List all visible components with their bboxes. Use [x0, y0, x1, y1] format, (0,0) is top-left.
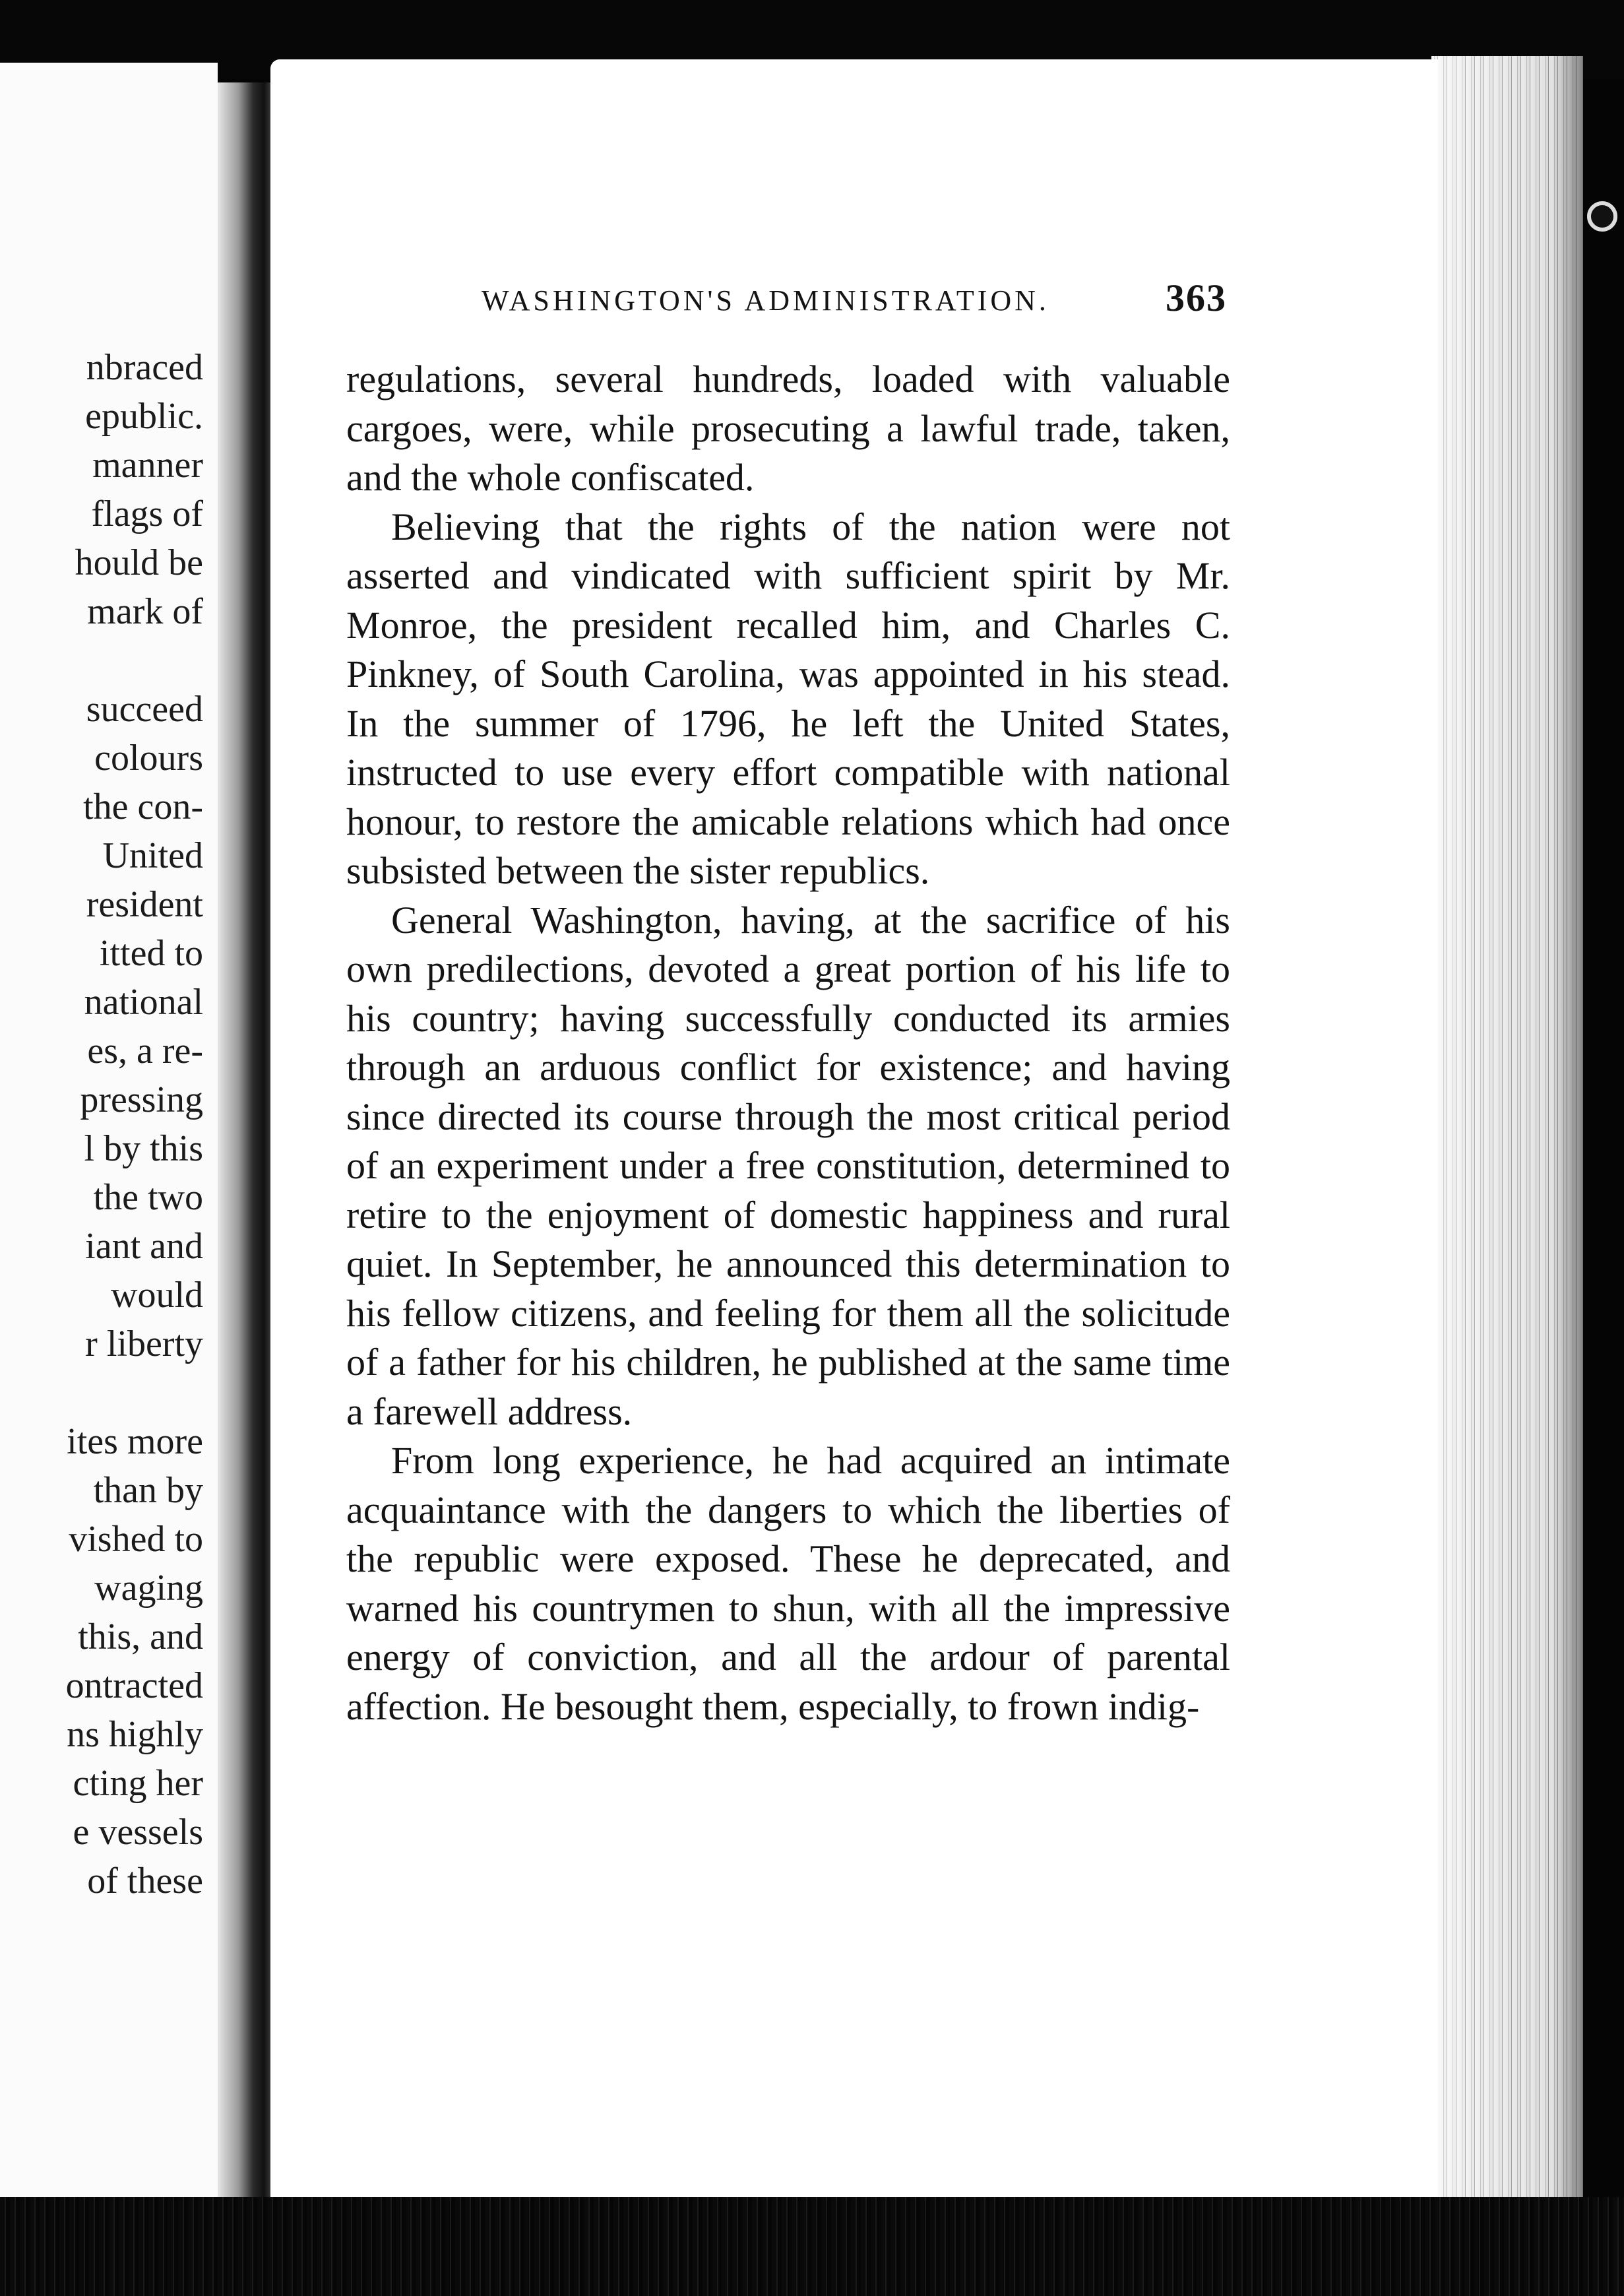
paragraph: General Washington, having, at the sacrifice of his own predilections, devoted a great portion of his life to his country; having successfully conducted its armies through an arduous conflict for existence; and having since directed its course through the most critical period of an experiment under a free constitution, determined to retire to the enjoyment of domestic happiness and rural quiet. In September, he announced this determination to his fellow citizens, and feeling for them all the solicitude of a father for his children, he published at the same time a farewell address.: [346, 898, 1230, 1433]
previous-page-line: the con-: [83, 786, 203, 827]
previous-page-line: ns highly: [67, 1714, 203, 1755]
paragraph: From long experience, he had acquired an intimate acquaintance with the dangers to which the liberties of the republic were exposed. These he deprecated, and warned his countrymen to shun, with all the impressive energy of conviction, and all the ardour of parental affection. He besought them, especially, to frown indig-: [346, 1439, 1230, 1728]
previous-page-line: itted to: [99, 933, 203, 974]
previous-page-line: of these: [87, 1861, 203, 1901]
previous-page-line: r liberty: [85, 1323, 203, 1364]
previous-page-line: cting her: [73, 1763, 203, 1804]
previous-page-line: vished to: [69, 1519, 203, 1560]
scan-registration-mark-icon: [1587, 201, 1617, 232]
previous-page-line: the two: [93, 1177, 203, 1218]
previous-page-line: flags of: [91, 494, 203, 534]
book-gutter: [218, 82, 277, 2204]
previous-page-line: l by this: [84, 1128, 203, 1169]
previous-page-line: succeed: [86, 689, 203, 730]
previous-page-line: national: [84, 982, 203, 1023]
previous-page-line: United: [102, 835, 203, 876]
previous-page-line: ites more: [67, 1421, 203, 1462]
previous-page-line: colours: [94, 738, 203, 779]
scan-background-bottom: [0, 2197, 1624, 2296]
paragraph: regulations, several hundreds, loaded with valuable cargoes, were, while prosecuting a lawful trade, taken, and the whole confiscated.: [346, 358, 1230, 499]
running-title: WASHINGTON'S ADMINISTRATION.: [482, 284, 1049, 317]
previous-page-line: es, a re-: [87, 1031, 203, 1071]
previous-page-line: [0, 1368, 203, 1417]
running-header: [482, 276, 1227, 322]
previous-page-line: pressing: [80, 1079, 203, 1120]
page-number: 363: [1166, 276, 1227, 319]
previous-page-line: than by: [93, 1470, 203, 1511]
previous-page-line: waging: [94, 1568, 203, 1609]
previous-page-line: this, and: [78, 1616, 203, 1657]
previous-page-line: resident: [86, 884, 203, 925]
paragraph: Believing that the rights of the nation were not asserted and vindicated with sufficient spirit by Mr. Monroe, the president recalled him, and Charles C. Pinkney, of South Carolina, was appointed in his stead. In the summer of 1796, he left the United States, instructed to use every effort compatible with national honour, to restore the amicable relations which had once subsisted between the sister republics.: [346, 505, 1230, 892]
body-text: [346, 355, 1230, 1731]
previous-page-line: would: [111, 1275, 203, 1316]
page-edges-shadow: [1431, 56, 1583, 2200]
previous-page-line: epublic.: [85, 396, 203, 437]
previous-page-line: [0, 636, 203, 685]
previous-page-line: iant and: [85, 1226, 203, 1267]
previous-page: [0, 63, 218, 2200]
previous-page-line: e vessels: [73, 1812, 203, 1853]
previous-page-text: [0, 343, 203, 1905]
previous-page-line: manner: [92, 445, 203, 486]
previous-page-line: nbraced: [86, 347, 203, 388]
previous-page-line: ontracted: [65, 1665, 203, 1706]
previous-page-line: mark of: [87, 591, 203, 632]
previous-page-line: hould be: [75, 542, 203, 583]
